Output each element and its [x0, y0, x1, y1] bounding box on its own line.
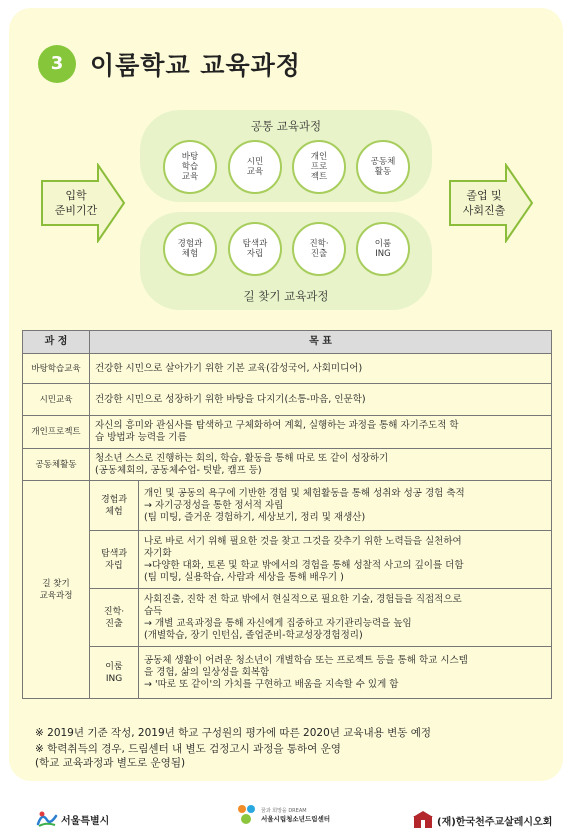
- table-header-row: [23, 331, 552, 354]
- dream-center-tagline: 꿈과 희망을 DREAM: [261, 808, 307, 814]
- salesian-symbol-icon: [412, 810, 434, 830]
- row-category: 공동체활동: [23, 449, 90, 481]
- table-row: [23, 449, 552, 481]
- row-category: 바탕학습교육: [23, 354, 90, 384]
- course-exploration: 탐색과 자립: [228, 222, 282, 276]
- footnote: ※ 학력취득의 경우, 드림센터 내 별도 검정고시 과정을 통하여 운영 (학교 교육과정과 별도로 운영됨): [35, 743, 341, 769]
- course-personal-project: 개인 프로 젝트: [292, 140, 346, 194]
- row-subcategory: 진학· 진출: [90, 589, 139, 647]
- group-category: 길 찾기 교육과정: [23, 481, 90, 699]
- row-goal: 사회진출, 진학 전 학교 밖에서 현실적으로 필요한 기술, 경험들을 직접적으로 습득 → 개별 교육과정을 통해 자신에게 집중하고 자기관리능력을 높임 (개별학습, 장기 인턴십, 졸업준비-학교성장경험정리): [139, 589, 552, 647]
- seoul-logo: [36, 810, 109, 828]
- row-subcategory: 탐색과 자립: [90, 531, 139, 589]
- dream-center-symbol-icon: [236, 802, 258, 828]
- exit-label: 졸업 및 사회진출: [462, 189, 506, 217]
- row-category: 시민교육: [23, 384, 90, 416]
- table-row: [23, 384, 552, 416]
- entry-label: 입학 준비기간: [54, 189, 98, 217]
- curriculum-table: [22, 330, 552, 699]
- seoul-symbol-icon: [36, 810, 58, 828]
- seoul-logo-text: 서울특별시: [61, 815, 110, 827]
- salesian-logo: [412, 810, 552, 830]
- table-row: [23, 481, 552, 531]
- table-row: [23, 589, 552, 647]
- dream-center-logo: [236, 802, 330, 828]
- page-title: 이룸학교 교육과정: [90, 51, 301, 80]
- row-goal: 나로 바로 서기 위해 필요한 것을 찾고 그것을 갖추기 위한 노력들을 실천하여 자기화 →다양한 대화, 토론 및 학교 밖에서의 경험을 통해 성찰적 사고의 깊이를 더함 (팀 미팅, 실용학습, 사람과 세상을 통해 배우기 ): [139, 531, 552, 589]
- row-goal: 자신의 흥미와 관심사를 탐색하고 구체화하여 계획, 실행하는 과정을 통해 자기주도적 학 습 방법과 능력을 기름: [90, 416, 552, 449]
- course-ilum-ing: 이룸 ING: [356, 222, 410, 276]
- table-row: [23, 416, 552, 449]
- row-subcategory: 이룸 ING: [90, 647, 139, 699]
- row-category: 개인프로젝트: [23, 416, 90, 449]
- footnotes: [35, 726, 431, 770]
- course-experience: 경험과 체험: [163, 222, 217, 276]
- path-curriculum-label: 길 찾기 교육과정: [243, 289, 329, 303]
- common-curriculum-label: 공통 교육과정: [250, 119, 322, 133]
- row-subcategory: 경험과 체험: [90, 481, 139, 531]
- salesian-logo-text: (재)한국천주교살레시오회: [437, 816, 553, 828]
- row-goal: 청소년 스스로 진행하는 회의, 학습, 활동을 통해 따로 또 같이 성장하기 (공동체회의, 공동체수업- 텃밭, 캠프 등): [90, 449, 552, 481]
- course-basic-learning: 바탕 학습 교육: [163, 140, 217, 194]
- row-goal: 공동체 생활이 어려운 청소년이 개별학습 또는 프로젝트 등을 통해 학교 시스템 을 경험, 삶의 일상성을 회복함 → '따로 또 같이'의 가치를 구현하고 배움을 지속할 수 있게 함: [139, 647, 552, 699]
- row-goal: 건강한 시민으로 성장하기 위한 바탕을 다지기(소통-마음, 인문학): [90, 384, 552, 416]
- table-row: [23, 647, 552, 699]
- table-row: [23, 531, 552, 589]
- header-goal: 목 표: [90, 331, 552, 354]
- footnote: ※ 2019년 기준 작성, 2019년 학교 구성원의 평가에 따른 2020년 교육내용 변동 예정: [35, 727, 432, 739]
- table-row: [23, 354, 552, 384]
- row-goal: 건강한 시민으로 살아가기 위한 기본 교육(감성국어, 사회미디어): [90, 354, 552, 384]
- section-number-badge: 3: [38, 45, 76, 83]
- dream-center-name: 서울시립청소년드림센터: [261, 815, 331, 823]
- course-citizen: 시민 교육: [228, 140, 282, 194]
- course-advancement: 진학· 진출: [292, 222, 346, 276]
- header-course: 과 정: [23, 331, 90, 354]
- course-community: 공동체 활동: [356, 140, 410, 194]
- row-goal: 개인 및 공동의 욕구에 기반한 경험 및 체험활동을 통해 성취와 성공 경험 축적 → 자기긍정성을 통한 정서적 자립 (팀 미팅, 즐거운 경험하기, 세상보기, 정리 및 재생산): [139, 481, 552, 531]
